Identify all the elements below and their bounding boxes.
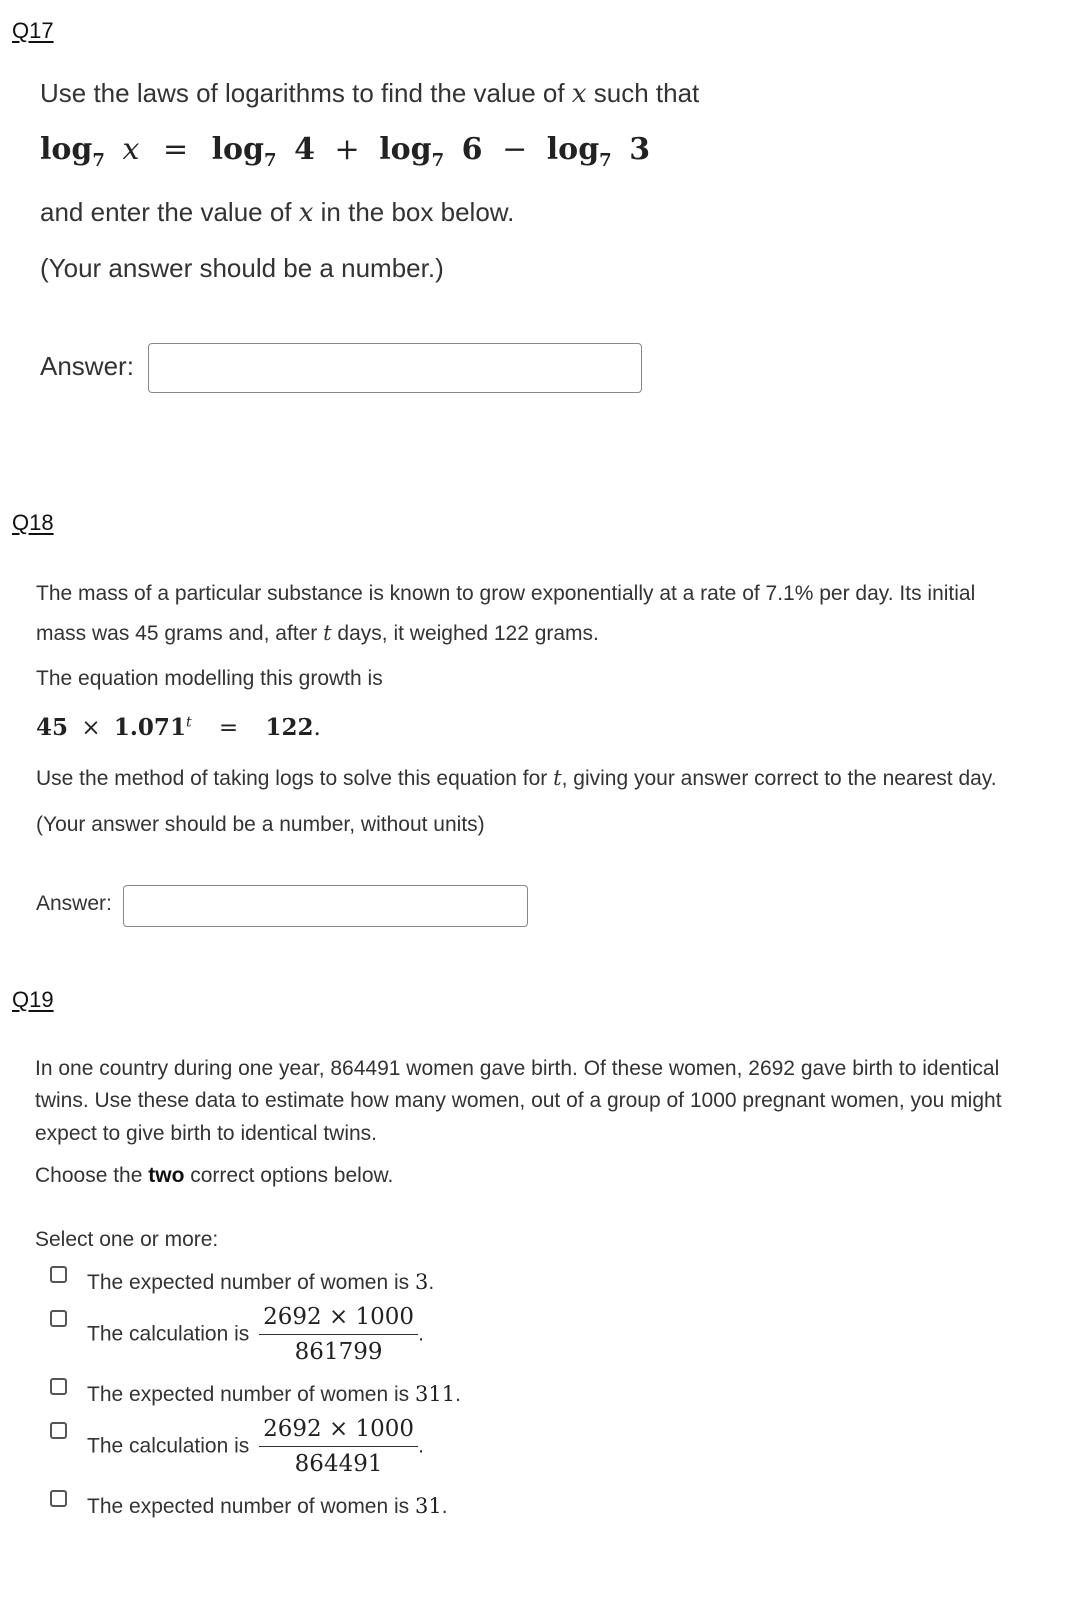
option-1-label[interactable]: The expected number of women is 3. <box>87 1270 435 1294</box>
option-4-label[interactable]: The calculation is $\frac{2692 \times 1000}{864491}$ . <box>87 1416 424 1477</box>
q19-paragraph-line1: In one country during one year, 864491 women gave birth. Of these women, 2692 gave birth to identical <box>35 1057 1000 1080</box>
option-5-checkbox[interactable] <box>50 1490 67 1507</box>
q17-answer-label: Answer: <box>40 351 134 381</box>
option-1-checkbox[interactable] <box>50 1266 67 1283</box>
option-3-checkbox[interactable] <box>50 1378 67 1395</box>
q18-model-text: The equation modelling this growth is <box>36 667 383 690</box>
option-4-fraction: $\frac{2692 \times 1000}{864491}$ <box>259 1416 418 1477</box>
option-4-checkbox[interactable] <box>50 1422 67 1439</box>
q19-select-label: Select one or more: <box>35 1228 219 1251</box>
q17-equation: $\log_7 x = \log_7 4 + \log_7 6 - \log_7 3$ <box>40 132 651 171</box>
q19-paragraph-line2: twins. Use these data to estimate how many women, out of a group of 1000 pregnant women, you might <box>35 1089 1002 1112</box>
q17-label: Q17 <box>12 18 54 43</box>
option-5-label[interactable]: The expected number of women is 31. <box>87 1494 448 1518</box>
q18-answer-label: Answer: <box>36 892 112 915</box>
option-2-fraction: $\frac{2692 \times 1000}{861799}$ <box>259 1304 418 1365</box>
q17-intro: Use the laws of logarithms to find the value of x such that <box>40 78 700 109</box>
q18-paragraph-line1: The mass of a particular substance is known to grow exponentially at a rate of 7.1% per day. Its initial <box>36 582 976 605</box>
q19-label: Q19 <box>12 987 54 1012</box>
q19-choose-instruction: Choose the two correct options below. <box>35 1164 394 1187</box>
option-2-label[interactable]: The calculation is $\frac{2692 \times 1000}{861799}$ . <box>87 1304 424 1365</box>
q17-note: (Your answer should be a number.) <box>40 253 444 283</box>
q17-answer-input[interactable] <box>148 343 642 393</box>
q19-paragraph-line3: expect to give birth to identical twins. <box>35 1122 378 1145</box>
q18-note: (Your answer should be a number, without units) <box>36 813 485 836</box>
q18-answer-input[interactable] <box>123 885 528 927</box>
q18-paragraph-line2: mass was 45 grams and, after t days, it weighed 122 grams. <box>36 621 599 645</box>
q18-equation: 45 × 1.071$^t$ = 122. <box>36 714 321 741</box>
option-2-checkbox[interactable] <box>50 1310 67 1327</box>
q18-method-instruction: Use the method of taking logs to solve this equation for t, giving your answer correct to the nearest day. <box>36 766 997 790</box>
q18-label: Q18 <box>12 510 54 535</box>
q17-enter-instruction: and enter the value of x in the box below. <box>40 197 515 228</box>
option-3-label[interactable]: The expected number of women is 311. <box>87 1382 461 1406</box>
